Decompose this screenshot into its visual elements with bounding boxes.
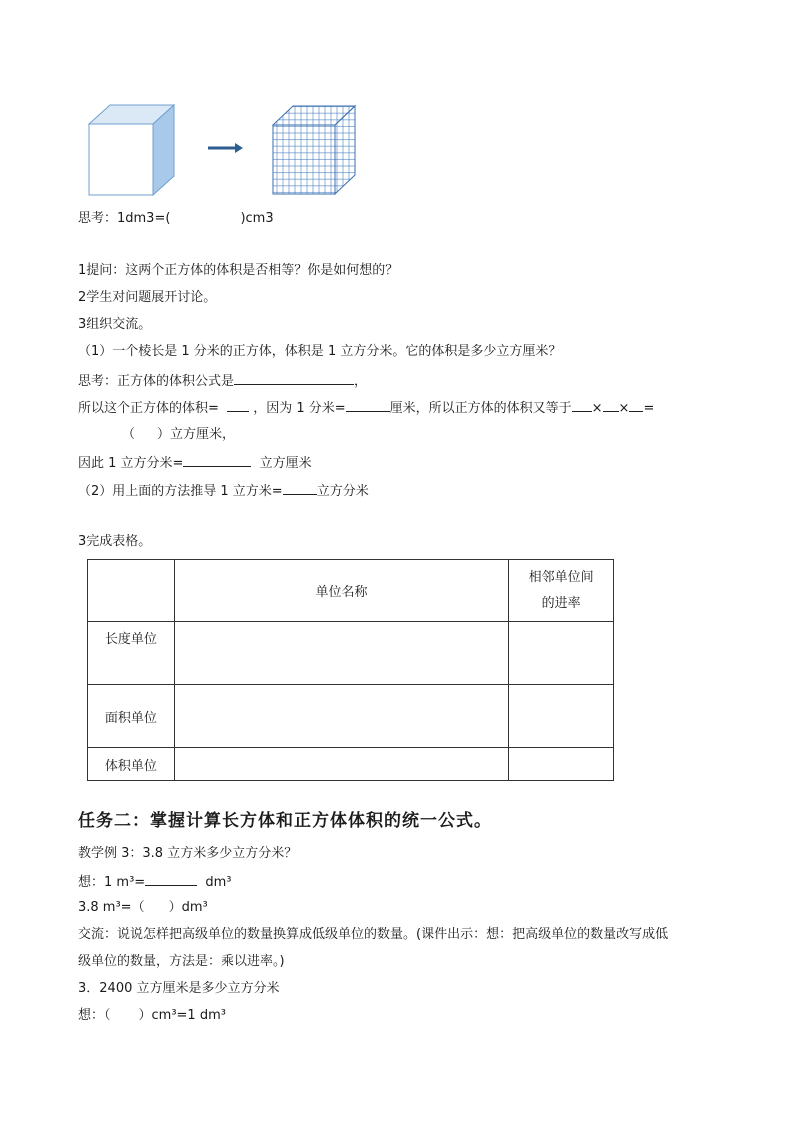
table-row: [88, 748, 614, 781]
factor-blank-1[interactable]: [572, 398, 592, 412]
question-3: 3组织交流。: [78, 317, 152, 332]
calc-line: [78, 899, 208, 917]
table-header-row: [88, 560, 614, 622]
problem-1: （1）一个棱长是 1 分米的正方体，体积是 1 立方分米。它的体积是多少立方厘米？: [78, 344, 562, 359]
times-2: ×: [618, 401, 630, 416]
cell-length-rate[interactable]: [509, 622, 614, 685]
think-1-blank[interactable]: [145, 872, 197, 886]
think-2-suffix: ）cm³=1 dm³: [138, 1008, 226, 1023]
think-1-line: [78, 872, 231, 892]
header-rate-line2: 的进率: [541, 595, 581, 611]
volume-continuation: [122, 426, 235, 444]
formula-blank[interactable]: [234, 371, 354, 385]
item-3: 3．2400 立方厘米是多少立方分米: [78, 981, 280, 996]
think-conversion-line: [78, 210, 274, 228]
think-2-line: [78, 1007, 226, 1025]
cell-area-rate[interactable]: [509, 685, 614, 748]
discussion-line-1: 交流：说说怎样把高级单位的数量换算成低级单位的数量。(课件出示：想：把高级单位的数量改写成低: [78, 927, 669, 942]
think-1-suffix: dm³: [205, 875, 232, 890]
volume-part3: 厘米，所以正方体的体积又等于: [389, 401, 572, 416]
factor-blank-3[interactable]: [629, 398, 643, 412]
large-cube-drawing: [89, 105, 174, 195]
think-conversion-prefix: 思考：1dm3=(: [78, 211, 171, 226]
small-cubes-grid-drawing: [273, 106, 355, 194]
times-1: ×: [591, 401, 603, 416]
cm-blank[interactable]: [346, 398, 390, 412]
think-1-prefix: 想：1 m³=: [78, 875, 146, 890]
header-unit-name: 单位名称: [174, 560, 509, 622]
discussion-line-2: 级单位的数量，方法是：乘以进率。): [78, 954, 285, 969]
volume-line: [78, 398, 654, 418]
calc-suffix: ）dm³: [168, 900, 208, 915]
conclusion-suffix: 立方厘米: [259, 456, 312, 471]
table-corner-cell: [88, 560, 175, 622]
cell-volume-names[interactable]: [174, 748, 509, 781]
units-table: [87, 559, 614, 781]
problem-2: [78, 481, 369, 501]
header-rate: [509, 560, 614, 622]
problem-2-blank[interactable]: [283, 481, 317, 495]
problem-2-suffix: 立方分米: [316, 484, 369, 499]
arrow-icon: [208, 143, 243, 153]
problem-2-prefix: （2）用上面的方法推导 1 立方米=: [78, 484, 283, 499]
table-intro: 3完成表格。: [78, 534, 152, 549]
volume-part1: 所以这个正方体的体积=: [78, 401, 219, 416]
cell-area-names[interactable]: [174, 685, 509, 748]
volume-part2: ，因为 1 分米=: [253, 401, 346, 416]
cell-length-names[interactable]: [174, 622, 509, 685]
cube-conversion-figure: [85, 100, 365, 200]
factor-blank-2[interactable]: [603, 398, 619, 412]
conclusion-line: [78, 453, 312, 473]
header-rate-line1: 相邻单位间: [528, 569, 594, 585]
think-conversion-suffix: )cm3: [240, 211, 274, 226]
row-label-area: 面积单位: [88, 685, 175, 748]
volume-open: （: [122, 427, 136, 442]
volume-blank-1[interactable]: [227, 398, 249, 412]
calc-prefix: 3.8 m³=（: [78, 900, 145, 915]
task2-heading: 任务二：掌握计算长方体和正方体体积的统一公式。: [78, 811, 492, 831]
formula-prefix: 思考：正方体的体积公式是: [78, 374, 235, 389]
row-label-volume: 体积单位: [88, 748, 175, 781]
formula-suffix: ，: [354, 374, 368, 389]
conclusion-prefix: 因此 1 立方分米=: [78, 456, 184, 471]
table-row: [88, 622, 614, 685]
think-2-prefix: 想：（: [78, 1008, 111, 1023]
formula-line: [78, 371, 367, 391]
question-1: 1提问：这两个正方体的体积是否相等？你是如何想的？: [78, 263, 399, 278]
row-label-length: 长度单位: [88, 622, 175, 685]
volume-close: ）立方厘米，: [157, 427, 236, 442]
table-row: [88, 685, 614, 748]
equals: =: [643, 401, 655, 416]
example-3: 教学例 3：3.8 立方米多少立方分米？: [78, 846, 298, 861]
question-2: 2学生对问题展开讨论。: [78, 290, 217, 305]
conclusion-blank[interactable]: [183, 453, 251, 467]
cell-volume-rate[interactable]: [509, 748, 614, 781]
